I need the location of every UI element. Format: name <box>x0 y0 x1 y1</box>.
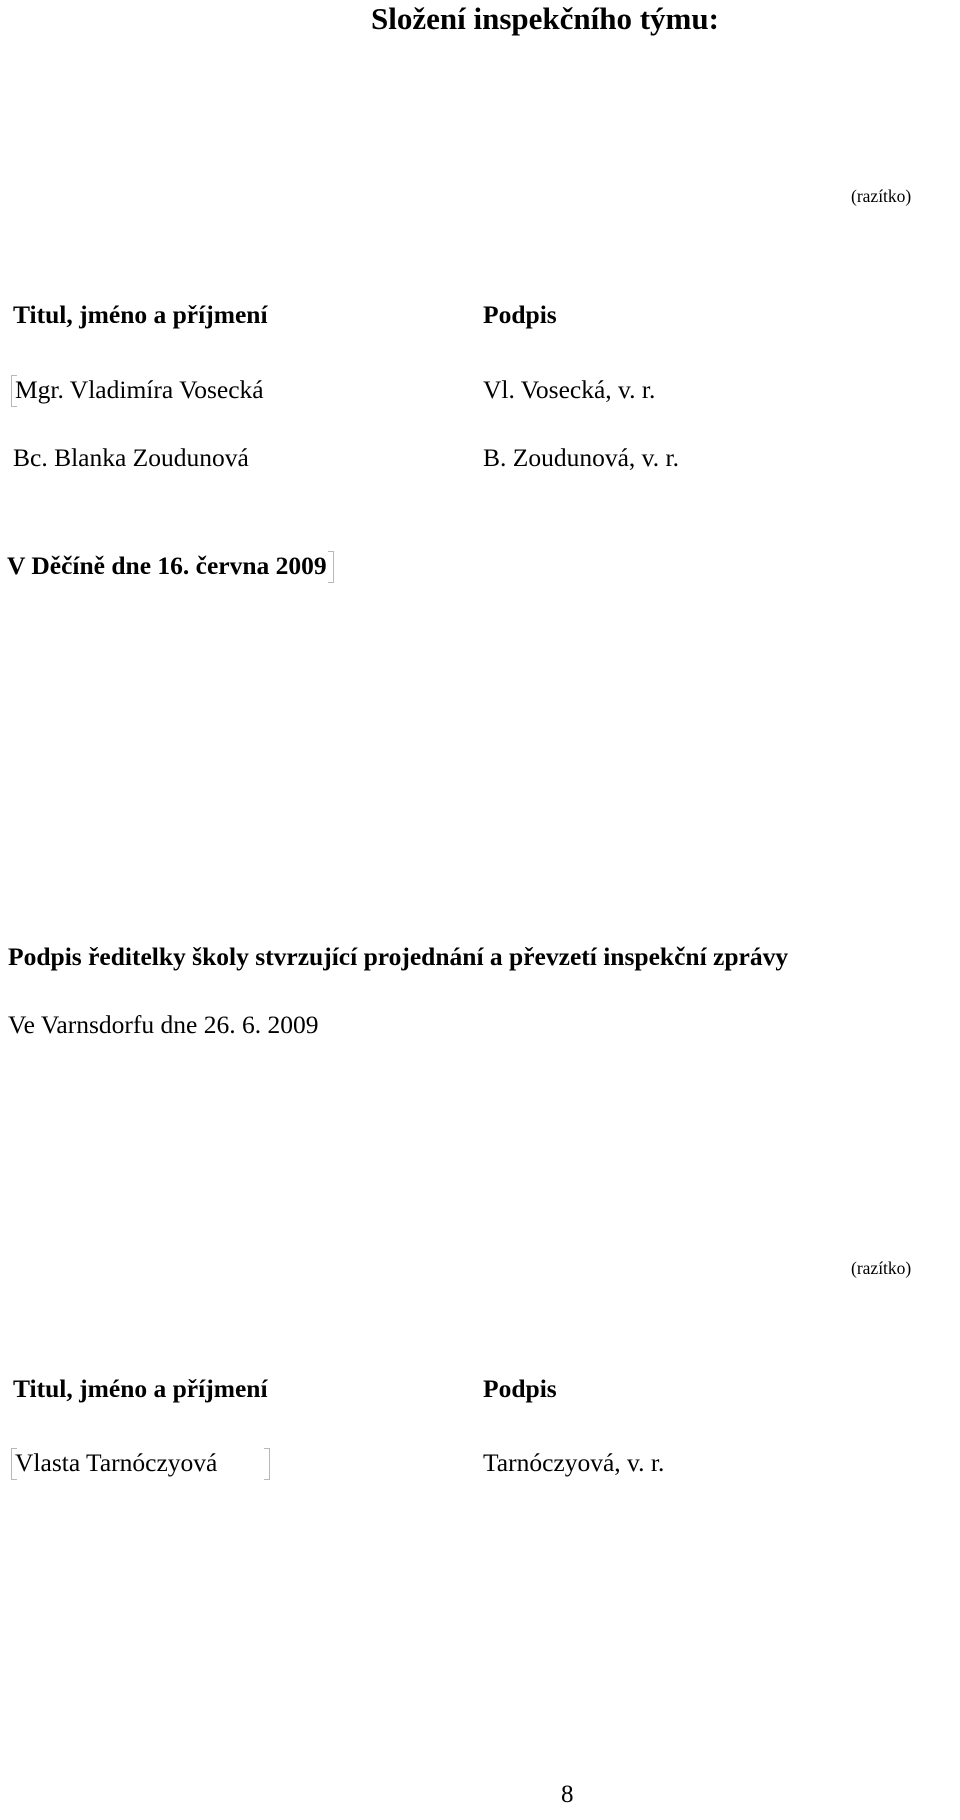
director-signature-heading: Podpis ředitelky školy stvrzující projednání a převzetí inspekční zprávy <box>8 942 789 971</box>
stamp-label: (razítko) <box>851 186 912 206</box>
column-header-signature: Podpis <box>483 1374 557 1403</box>
director-signature: Tarnóczyová, v. r. <box>483 1448 665 1477</box>
column-header-name: Titul, jméno a příjmení <box>13 1374 268 1403</box>
member-signature: B. Zoudunová, v. r. <box>483 443 679 472</box>
place-date: V Děčíně dne 16. června 2009 <box>7 551 327 580</box>
column-header-name: Titul, jméno a příjmení <box>13 300 268 329</box>
member-name: Bc. Blanka Zoudunová <box>13 443 249 472</box>
field-bracket-end <box>264 1448 270 1480</box>
member-name: Mgr. Vladimíra Vosecká <box>15 375 264 404</box>
member-signature: Vl. Vosecká, v. r. <box>483 375 656 404</box>
field-bracket-end <box>328 551 334 583</box>
director-place-date: Ve Varnsdorfu dne 26. 6. 2009 <box>8 1010 319 1039</box>
director-name: Vlasta Tarnóczyová <box>15 1448 218 1477</box>
page-number: 8 <box>561 1781 574 1808</box>
stamp-label: (razítko) <box>851 1258 912 1278</box>
page-title: Složení inspekčního týmu: <box>371 1 719 36</box>
column-header-signature: Podpis <box>483 300 557 329</box>
